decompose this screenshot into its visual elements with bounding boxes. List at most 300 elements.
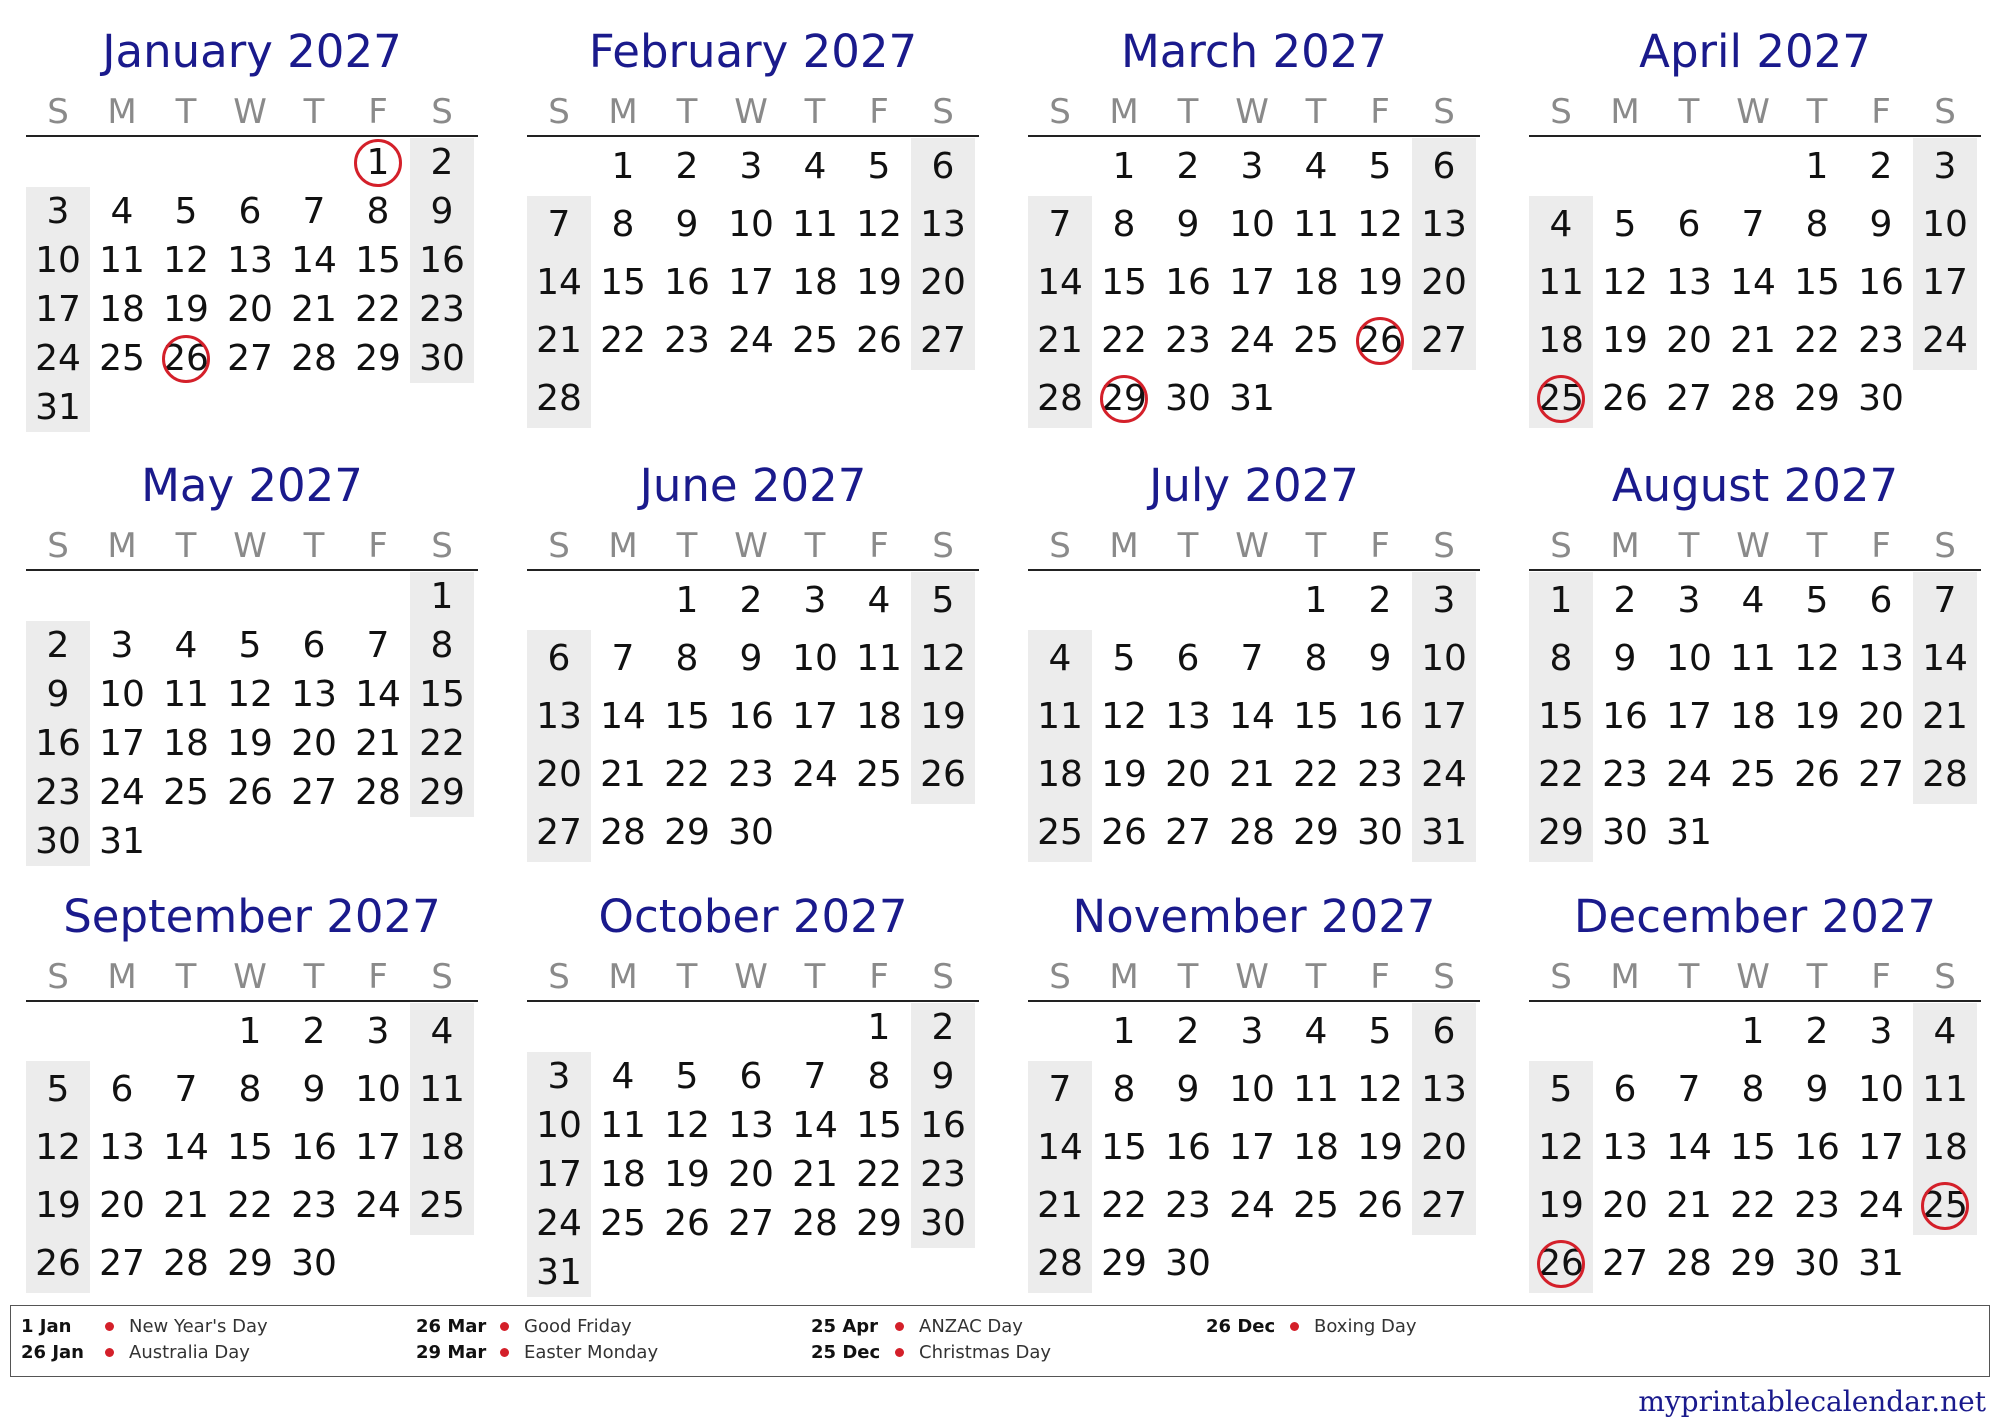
day-cell: 23: [728, 754, 774, 795]
day-cell: 28: [163, 1243, 209, 1284]
day-cell: 6: [302, 625, 326, 666]
day-cell: 7: [302, 191, 326, 232]
day-cell: 22: [1101, 1185, 1147, 1226]
day-cell: 18: [792, 262, 838, 303]
day-cell: 10: [728, 204, 774, 245]
day-cell: 13: [1602, 1127, 1648, 1168]
day-cell: 30: [291, 1243, 337, 1284]
day-cell: 4: [1048, 638, 1072, 679]
day-cell: 30: [1165, 1243, 1211, 1284]
day-cell: 3: [1240, 1011, 1264, 1052]
day-cell: 20: [1858, 696, 1904, 737]
day-cell: 23: [1165, 1185, 1211, 1226]
day-cell: 28: [355, 772, 401, 813]
day-cell: 3: [1432, 580, 1456, 621]
month-block: [1028, 877, 1480, 1297]
day-cell: 5: [1112, 638, 1136, 679]
day-cell: 20: [99, 1185, 145, 1226]
day-cell: 10: [1666, 638, 1712, 679]
day-cell: 10: [1922, 204, 1968, 245]
day-cell: 19: [163, 289, 209, 330]
day-cell: 2: [1613, 580, 1637, 621]
day-cell: 29: [1293, 812, 1339, 853]
day-cell: 25: [419, 1185, 465, 1226]
weekday-header: [26, 524, 478, 568]
day-cell: 2: [1176, 146, 1200, 187]
day-cell: 8: [1112, 204, 1136, 245]
day-cell: 11: [1293, 1069, 1339, 1110]
weekday-label: F: [368, 957, 388, 997]
day-cell: 16: [291, 1127, 337, 1168]
weekday-label: S: [47, 526, 69, 566]
day-cell: 8: [430, 625, 454, 666]
day-cell: 15: [1794, 262, 1840, 303]
day-cell: 12: [1538, 1127, 1584, 1168]
day-cell: 7: [803, 1056, 827, 1097]
weekday-header: [1529, 524, 1981, 568]
legend-entry: [21, 1314, 401, 1340]
day-cell: 9: [931, 1056, 955, 1097]
day-cell: 14: [1730, 262, 1776, 303]
header-rule: [26, 569, 478, 571]
day-cell: 31: [536, 1252, 582, 1293]
day-cell: 12: [1357, 204, 1403, 245]
day-cell: 9: [675, 204, 699, 245]
day-cell: 11: [1037, 696, 1083, 737]
day-cell: 2: [1368, 580, 1392, 621]
month-block: [1529, 446, 1981, 866]
month-title: June 2027: [639, 459, 867, 512]
weekday-label: F: [869, 526, 889, 566]
day-cell: 29: [1538, 812, 1584, 853]
day-cell: 11: [1293, 204, 1339, 245]
weekday-label: S: [47, 92, 69, 132]
site-footer-link[interactable]: myprintablecalendar.net: [1638, 1385, 1986, 1418]
legend-holiday-name: Easter Monday: [524, 1342, 659, 1363]
day-cell: 12: [1602, 262, 1648, 303]
day-cell: 1: [867, 1007, 891, 1048]
day-cell: 29: [1101, 378, 1147, 419]
day-cell: 1: [1805, 146, 1829, 187]
day-cell: 9: [1805, 1069, 1829, 1110]
day-cell: 4: [803, 146, 827, 187]
day-cell: 22: [856, 1154, 902, 1195]
day-cell: 8: [1304, 638, 1328, 679]
month-block: [26, 446, 478, 866]
day-cell: 4: [430, 1011, 454, 1052]
day-cell: 4: [867, 580, 891, 621]
day-cell: 9: [302, 1069, 326, 1110]
day-cell: 27: [728, 1203, 774, 1244]
day-cell: 23: [1165, 320, 1211, 361]
day-cell: 5: [238, 625, 262, 666]
day-cell: 15: [419, 674, 465, 715]
day-cell: 9: [46, 674, 70, 715]
day-cell: 8: [611, 204, 635, 245]
day-cell: 11: [99, 240, 145, 281]
day-cell: 13: [1421, 204, 1467, 245]
day-cell: 3: [46, 191, 70, 232]
weekday-label: T: [175, 92, 197, 132]
day-cell: 26: [1602, 378, 1648, 419]
legend-date: 26 Jan: [21, 1342, 84, 1363]
day-cell: 22: [1101, 320, 1147, 361]
day-cell: 21: [163, 1185, 209, 1226]
day-cell: 30: [1357, 812, 1403, 853]
day-cell: 2: [302, 1011, 326, 1052]
bullet-dot-icon: [105, 1322, 114, 1331]
weekday-label: F: [368, 526, 388, 566]
day-cell: 3: [366, 1011, 390, 1052]
day-cell: 25: [856, 754, 902, 795]
day-cell: 10: [355, 1069, 401, 1110]
weekday-label: S: [1433, 92, 1455, 132]
weekday-label: S: [47, 957, 69, 997]
day-cell: 23: [920, 1154, 966, 1195]
day-cell: 31: [1858, 1243, 1904, 1284]
weekday-label: T: [676, 957, 698, 997]
weekday-label: W: [1235, 526, 1269, 566]
day-cell: 13: [1858, 638, 1904, 679]
day-cell: 28: [792, 1203, 838, 1244]
weekday-header: [26, 955, 478, 999]
day-cell: 21: [1666, 1185, 1712, 1226]
day-cell: 13: [536, 696, 582, 737]
day-cell: 3: [739, 146, 763, 187]
day-cell: 28: [1037, 378, 1083, 419]
day-cell: 13: [728, 1105, 774, 1146]
holiday-marker: [1356, 317, 1404, 365]
day-cell: 25: [99, 338, 145, 379]
month-title: April 2027: [1639, 25, 1871, 78]
day-cell: 17: [1666, 696, 1712, 737]
day-cell: 29: [227, 1243, 273, 1284]
day-cell: 25: [1293, 320, 1339, 361]
day-cell: 7: [366, 625, 390, 666]
weekday-label: M: [1610, 526, 1640, 566]
weekday-label: W: [233, 92, 267, 132]
day-cell: 13: [1421, 1069, 1467, 1110]
weekday-label: T: [1678, 957, 1700, 997]
day-cell: 19: [1602, 320, 1648, 361]
day-cell: 19: [1794, 696, 1840, 737]
day-cell: 15: [664, 696, 710, 737]
weekday-label: S: [1049, 92, 1071, 132]
weekday-label: W: [1736, 957, 1770, 997]
legend-date: 26 Dec: [1206, 1316, 1276, 1337]
day-cell: 19: [664, 1154, 710, 1195]
day-cell: 18: [1730, 696, 1776, 737]
weekday-label: S: [932, 526, 954, 566]
day-cell: 27: [536, 812, 582, 853]
weekday-label: M: [1109, 526, 1139, 566]
legend-holiday-name: Christmas Day: [919, 1342, 1052, 1363]
day-cell: 9: [1176, 204, 1200, 245]
weekday-label: T: [804, 526, 826, 566]
legend-holiday-name: Good Friday: [524, 1316, 632, 1337]
day-cell: 27: [1421, 1185, 1467, 1226]
day-cell: 28: [1229, 812, 1275, 853]
day-cell: 5: [174, 191, 198, 232]
day-cell: 13: [920, 204, 966, 245]
day-cell: 7: [1741, 204, 1765, 245]
day-cell: 9: [1176, 1069, 1200, 1110]
day-cell: 16: [1602, 696, 1648, 737]
day-cell: 27: [1421, 320, 1467, 361]
day-cell: 24: [536, 1203, 582, 1244]
day-cell: 22: [664, 754, 710, 795]
day-cell: 10: [792, 638, 838, 679]
day-cell: 20: [291, 723, 337, 764]
day-cell: 28: [1922, 754, 1968, 795]
weekday-label: T: [303, 92, 325, 132]
day-cell: 29: [355, 338, 401, 379]
day-cell: 17: [1421, 696, 1467, 737]
day-cell: 26: [35, 1243, 81, 1284]
day-cell: 10: [1229, 1069, 1275, 1110]
weekday-label: F: [1370, 957, 1390, 997]
weekday-label: F: [869, 92, 889, 132]
day-cell: 26: [163, 338, 209, 379]
weekday-label: F: [869, 957, 889, 997]
day-cell: 28: [1666, 1243, 1712, 1284]
day-cell: 18: [600, 1154, 646, 1195]
day-cell: 1: [430, 576, 454, 617]
day-cell: 24: [99, 772, 145, 813]
weekday-label: T: [1806, 957, 1828, 997]
day-cell: 2: [1869, 146, 1893, 187]
day-cell: 12: [664, 1105, 710, 1146]
month-title: September 2027: [63, 890, 441, 943]
weekday-label: F: [1871, 526, 1891, 566]
header-rule: [527, 135, 979, 137]
header-rule: [1529, 569, 1981, 571]
day-cell: 2: [1805, 1011, 1829, 1052]
bullet-dot-icon: [500, 1348, 509, 1357]
day-cell: 25: [163, 772, 209, 813]
day-cell: 20: [227, 289, 273, 330]
day-cell: 15: [227, 1127, 273, 1168]
day-cell: 9: [1368, 638, 1392, 679]
weekday-label: S: [431, 957, 453, 997]
day-cell: 18: [99, 289, 145, 330]
day-cell: 17: [1229, 262, 1275, 303]
legend-holiday-name: ANZAC Day: [919, 1316, 1023, 1337]
day-cell: 13: [227, 240, 273, 281]
day-cell: 1: [366, 142, 390, 183]
day-cell: 30: [1165, 378, 1211, 419]
weekday-label: T: [1678, 526, 1700, 566]
holiday-marker: [1100, 375, 1148, 423]
day-cell: 16: [664, 262, 710, 303]
day-cell: 21: [1922, 696, 1968, 737]
month-title: December 2027: [1573, 890, 1937, 943]
day-cell: 29: [664, 812, 710, 853]
legend-holiday-name: New Year's Day: [129, 1316, 268, 1337]
day-cell: 2: [46, 625, 70, 666]
day-cell: 26: [1538, 1243, 1584, 1284]
day-cell: 4: [1304, 146, 1328, 187]
holiday-marker: [162, 335, 210, 383]
day-cell: 27: [920, 320, 966, 361]
day-cell: 20: [920, 262, 966, 303]
weekday-label: S: [1049, 526, 1071, 566]
month-block: [26, 877, 478, 1297]
weekday-label: T: [1678, 92, 1700, 132]
legend-holiday-name: Boxing Day: [1314, 1316, 1417, 1337]
day-cell: 27: [1165, 812, 1211, 853]
legend-holiday-name: Australia Day: [129, 1342, 250, 1363]
weekday-label: T: [175, 526, 197, 566]
day-cell: 11: [419, 1069, 465, 1110]
day-cell: 18: [1293, 1127, 1339, 1168]
day-cell: 30: [728, 812, 774, 853]
day-cell: 12: [35, 1127, 81, 1168]
day-cell: 6: [1677, 204, 1701, 245]
day-cell: 29: [1730, 1243, 1776, 1284]
weekday-label: T: [1177, 92, 1199, 132]
day-cell: 8: [675, 638, 699, 679]
weekday-label: S: [1550, 957, 1572, 997]
day-cell: 1: [675, 580, 699, 621]
weekday-label: S: [1433, 957, 1455, 997]
day-cell: 22: [1538, 754, 1584, 795]
day-cell: 9: [430, 191, 454, 232]
day-cell: 17: [355, 1127, 401, 1168]
weekday-label: W: [233, 526, 267, 566]
weekday-label: S: [431, 92, 453, 132]
month-title: October 2027: [598, 890, 908, 943]
day-cell: 19: [227, 723, 273, 764]
day-cell: 26: [1357, 1185, 1403, 1226]
legend-date: 29 Mar: [416, 1342, 487, 1363]
weekday-label: T: [676, 526, 698, 566]
month-title: July 2027: [1149, 459, 1359, 512]
header-rule: [1028, 569, 1480, 571]
day-cell: 18: [1037, 754, 1083, 795]
day-cell: 12: [856, 204, 902, 245]
day-cell: 2: [430, 142, 454, 183]
weekday-label: S: [548, 92, 570, 132]
day-cell: 5: [46, 1069, 70, 1110]
day-cell: 15: [1101, 262, 1147, 303]
day-cell: 24: [1421, 754, 1467, 795]
day-cell: 13: [1165, 696, 1211, 737]
day-cell: 30: [1602, 812, 1648, 853]
month-block: [1529, 12, 1981, 432]
day-cell: 7: [1933, 580, 1957, 621]
day-cell: 17: [1858, 1127, 1904, 1168]
day-cell: 25: [600, 1203, 646, 1244]
header-rule: [527, 569, 979, 571]
weekday-header: [1529, 955, 1981, 999]
weekday-label: M: [608, 526, 638, 566]
month-title: February 2027: [588, 25, 918, 78]
weekday-label: T: [1305, 526, 1327, 566]
weekday-header: [26, 90, 478, 134]
day-cell: 23: [419, 289, 465, 330]
day-cell: 15: [600, 262, 646, 303]
day-cell: 10: [35, 240, 81, 281]
day-cell: 24: [728, 320, 774, 361]
day-cell: 27: [227, 338, 273, 379]
month-block: [26, 12, 478, 432]
weekday-label: W: [1235, 957, 1269, 997]
day-cell: 14: [792, 1105, 838, 1146]
weekday-label: M: [107, 957, 137, 997]
day-cell: 6: [110, 1069, 134, 1110]
weekday-label: T: [303, 526, 325, 566]
weekday-header: [1028, 524, 1480, 568]
day-cell: 14: [355, 674, 401, 715]
day-cell: 6: [1176, 638, 1200, 679]
day-cell: 16: [920, 1105, 966, 1146]
day-cell: 3: [1869, 1011, 1893, 1052]
day-cell: 18: [1538, 320, 1584, 361]
day-cell: 24: [1229, 1185, 1275, 1226]
legend-entry: [811, 1340, 1191, 1366]
bullet-dot-icon: [500, 1322, 509, 1331]
day-cell: 27: [291, 772, 337, 813]
day-cell: 30: [920, 1203, 966, 1244]
day-cell: 17: [536, 1154, 582, 1195]
legend-date: 25 Dec: [811, 1342, 881, 1363]
weekday-label: S: [431, 526, 453, 566]
weekday-header: [527, 524, 979, 568]
day-cell: 22: [419, 723, 465, 764]
day-cell: 25: [1922, 1185, 1968, 1226]
day-cell: 12: [1794, 638, 1840, 679]
day-cell: 10: [1858, 1069, 1904, 1110]
legend-entry: [811, 1314, 1191, 1340]
weekday-label: T: [175, 957, 197, 997]
month-title: November 2027: [1072, 890, 1436, 943]
weekday-label: T: [1806, 92, 1828, 132]
day-cell: 1: [1549, 580, 1573, 621]
weekday-label: W: [734, 92, 768, 132]
day-cell: 3: [547, 1056, 571, 1097]
day-cell: 24: [355, 1185, 401, 1226]
holiday-marker: [1921, 1182, 1969, 1230]
weekday-label: W: [734, 526, 768, 566]
day-cell: 22: [227, 1185, 273, 1226]
day-cell: 29: [1794, 378, 1840, 419]
day-cell: 17: [1229, 1127, 1275, 1168]
day-cell: 14: [291, 240, 337, 281]
day-cell: 23: [664, 320, 710, 361]
day-cell: 11: [792, 204, 838, 245]
header-rule: [1028, 135, 1480, 137]
day-cell: 4: [1304, 1011, 1328, 1052]
month-title: March 2027: [1120, 25, 1387, 78]
day-cell: 21: [1037, 1185, 1083, 1226]
day-cell: 31: [1421, 812, 1467, 853]
weekday-label: S: [548, 526, 570, 566]
day-cell: 26: [1794, 754, 1840, 795]
day-cell: 4: [1933, 1011, 1957, 1052]
day-cell: 14: [163, 1127, 209, 1168]
weekday-label: M: [1109, 92, 1139, 132]
day-cell: 14: [1229, 696, 1275, 737]
day-cell: 24: [1922, 320, 1968, 361]
weekday-label: W: [1736, 92, 1770, 132]
day-cell: 20: [1421, 1127, 1467, 1168]
weekday-label: M: [1610, 92, 1640, 132]
weekday-label: S: [932, 957, 954, 997]
day-cell: 20: [536, 754, 582, 795]
day-cell: 14: [1922, 638, 1968, 679]
weekday-label: T: [1177, 526, 1199, 566]
